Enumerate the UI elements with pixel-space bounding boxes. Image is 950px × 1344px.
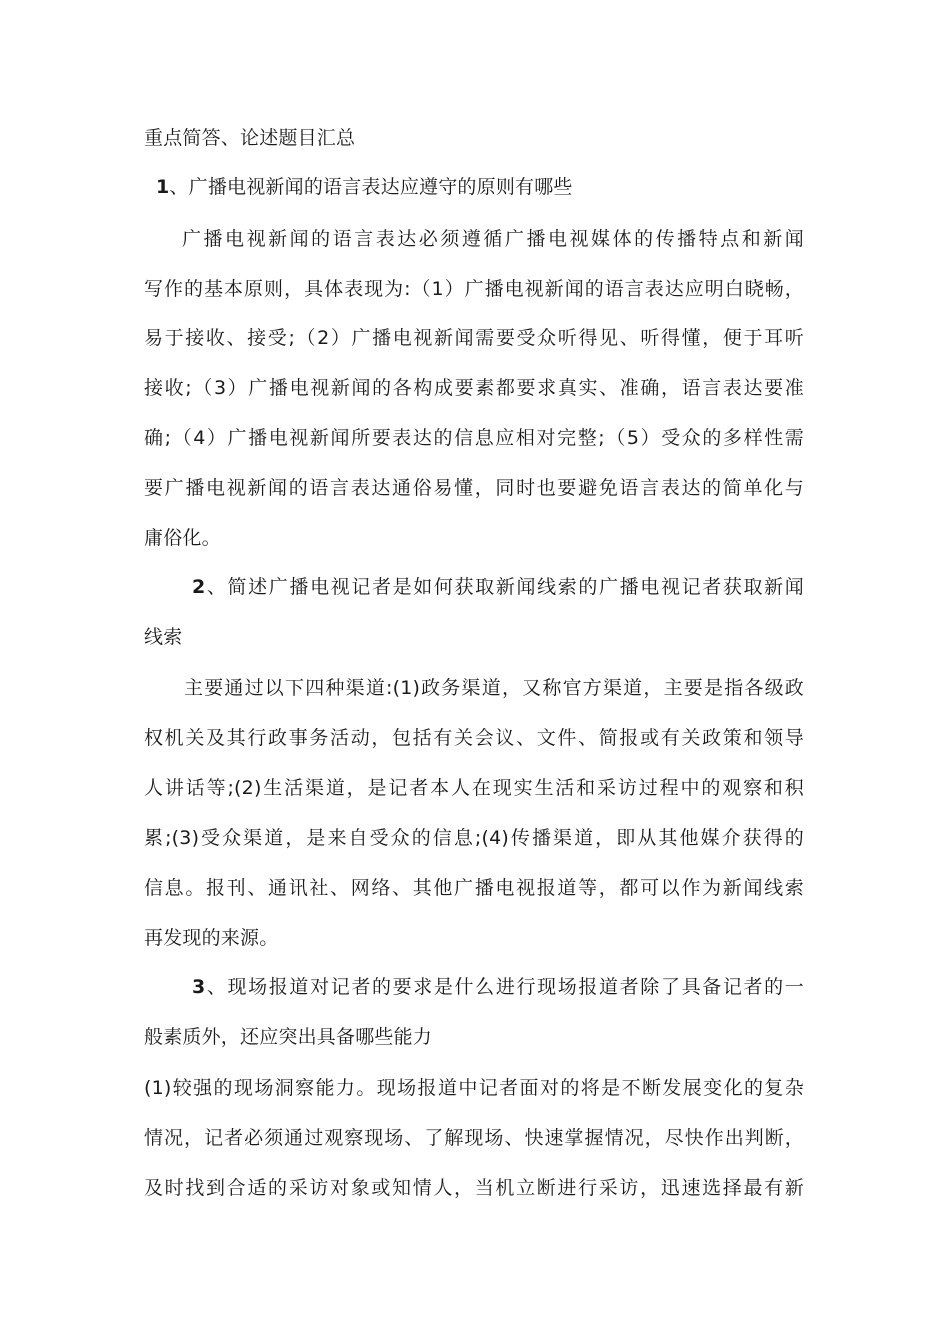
answer-2-line-2: 权机关及其行政事务活动，包括有关会议、文件、简报或有关政策和领导	[144, 727, 804, 749]
question-2-heading-text: 、简述广播电视记者是如何获取新闻线索的广播电视记者获取新闻	[205, 576, 804, 598]
answer-2-line-1: 主要通过以下四种渠道:(1)政务渠道，又称官方渠道，主要是指各级政	[184, 677, 804, 699]
answer-3-line-1: (1)较强的现场洞察能力。现场报道中记者面对的将是不断发展变化的复杂	[144, 1077, 804, 1099]
question-3-heading	[192, 975, 804, 999]
answer-2-line-6: 再发现的来源。	[144, 927, 279, 949]
answer-3-line-3: 及时找到合适的采访对象或知情人，当机立断进行采访，迅速选择最有新	[144, 1177, 804, 1199]
question-3-number: 3	[192, 976, 206, 998]
answer-1-line-3: 易于接收、接受;（2）广播电视新闻需要受众听得见、听得懂，便于耳听	[144, 327, 804, 349]
document-title: 重点简答、论述题目汇总	[144, 127, 356, 149]
question-3-heading-text: 、现场报道对记者的要求是什么进行现场报道者除了具备记者的一	[205, 976, 804, 998]
answer-2-line-5: 信息。报刊、通讯社、网络、其他广播电视报道等，都可以作为新闻线索	[144, 877, 804, 899]
answer-3-line-2: 情况，记者必须通过观察现场、了解现场、快速掌握情况，尽快作出判断，	[144, 1127, 804, 1149]
question-1-heading	[156, 175, 573, 199]
answer-1-line-4: 接收;（3）广播电视新闻的各构成要素都要求真实、准确，语言表达要准	[144, 377, 804, 399]
answer-1-line-1: 广播电视新闻的语言表达必须遵循广播电视媒体的传播特点和新闻	[182, 228, 804, 250]
question-3-heading-cont: 般素质外，还应突出具备哪些能力	[144, 1026, 433, 1048]
answer-1-line-6: 要广播电视新闻的语言表达通俗易懂，同时也要避免语言表达的简单化与	[144, 477, 804, 499]
answer-1-line-7: 庸俗化。	[144, 527, 221, 549]
question-2-heading	[192, 575, 804, 599]
question-2-heading-cont: 线索	[144, 626, 183, 648]
answer-1-line-2: 写作的基本原则，具体表现为:（1）广播电视新闻的语言表达应明白晓畅，	[144, 278, 804, 300]
question-1-heading-text: 、广播电视新闻的语言表达应遵守的原则有哪些	[169, 176, 573, 198]
answer-2-line-3: 人讲话等;(2)生活渠道，是记者本人在现实生活和采访过程中的观察和积	[144, 777, 804, 799]
answer-1-line-5: 确;（4）广播电视新闻所要表达的信息应相对完整;（5）受众的多样性需	[144, 427, 804, 449]
answer-2-line-4: 累;(3)受众渠道，是来自受众的信息;(4)传播渠道，即从其他媒介获得的	[144, 827, 804, 849]
question-1-number: 1	[156, 176, 170, 198]
question-2-number: 2	[192, 576, 206, 598]
